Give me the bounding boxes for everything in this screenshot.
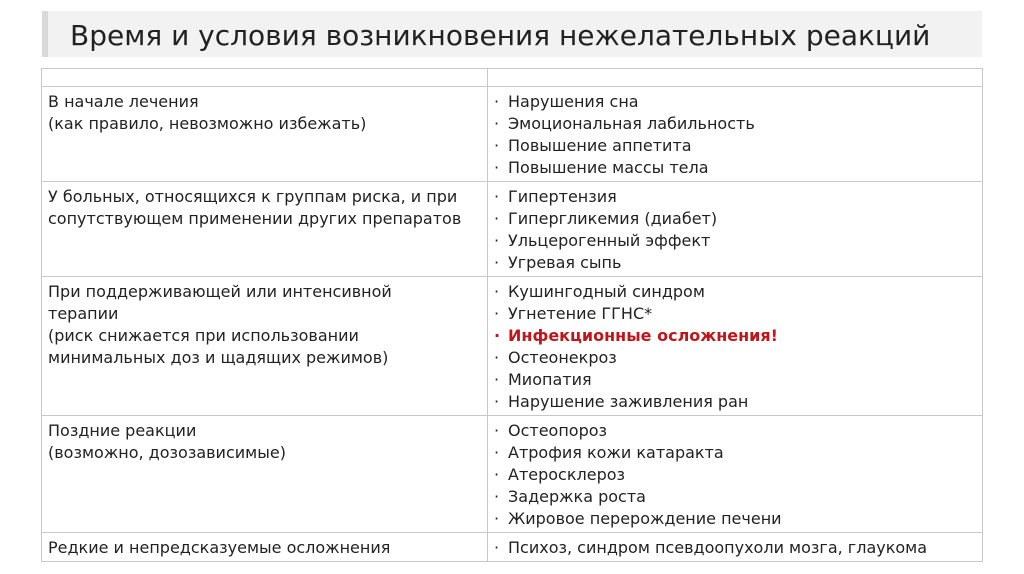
effects-list-item bbox=[494, 347, 976, 369]
effects-list bbox=[494, 91, 976, 179]
bullet-icon: · bbox=[494, 209, 500, 228]
effects-list bbox=[494, 281, 976, 413]
bullet-icon: · bbox=[494, 114, 500, 133]
reactions-table bbox=[41, 68, 983, 562]
table-row bbox=[42, 416, 983, 533]
effect-text: Кушингодный синдром bbox=[508, 282, 705, 301]
condition-cell bbox=[42, 533, 488, 562]
title-accent-bar bbox=[42, 11, 48, 57]
bullet-icon: · bbox=[494, 136, 500, 155]
bullet-icon: · bbox=[494, 158, 500, 177]
effect-text: Гипергликемия (диабет) bbox=[508, 209, 718, 228]
bullet-icon: · bbox=[494, 92, 500, 111]
bullet-icon: · bbox=[494, 348, 500, 367]
condition-text: (как правило, невозможно избежать) bbox=[48, 114, 367, 133]
effect-text: Угревая сыпь bbox=[508, 253, 622, 272]
condition-cell bbox=[42, 277, 488, 416]
effects-list-item bbox=[494, 91, 976, 113]
effects-list-item bbox=[494, 230, 976, 252]
condition-text: сопутствующем применении других препаратов bbox=[48, 209, 462, 228]
condition-text: В начале лечения bbox=[48, 92, 199, 111]
table-row bbox=[42, 182, 983, 277]
slide-title: Время и условия возникновения нежелательных реакций bbox=[70, 19, 931, 52]
condition-text: минимальных доз и щадящих режимов) bbox=[48, 348, 389, 367]
effect-text: Атеросклероз bbox=[508, 465, 626, 484]
bullet-icon: · bbox=[494, 187, 500, 206]
reactions-table-body bbox=[42, 69, 983, 562]
bullet-icon: · bbox=[494, 370, 500, 389]
effects-list-item bbox=[494, 252, 976, 274]
effects-list-item-highlighted bbox=[494, 325, 976, 347]
effect-text: Остеопороз bbox=[508, 421, 608, 440]
effect-text: Эмоциональная лабильность bbox=[508, 114, 755, 133]
effects-list-item bbox=[494, 391, 976, 413]
condition-cell bbox=[42, 182, 488, 277]
condition-text: Поздние реакции bbox=[48, 421, 197, 440]
effects-list-item bbox=[494, 537, 976, 559]
effects-list-item bbox=[494, 113, 976, 135]
table-row bbox=[42, 87, 983, 182]
bullet-icon: · bbox=[494, 421, 500, 440]
effects-list-item bbox=[494, 157, 976, 179]
effects-cell bbox=[488, 416, 983, 533]
effect-text: Атрофия кожи катаракта bbox=[508, 443, 724, 462]
table-row bbox=[42, 533, 983, 562]
effects-list-item bbox=[494, 508, 976, 530]
effects-list bbox=[494, 420, 976, 530]
table-row bbox=[42, 277, 983, 416]
effects-list bbox=[494, 537, 976, 559]
condition-text: терапии bbox=[48, 304, 119, 323]
bullet-icon: · bbox=[494, 392, 500, 411]
bullet-icon: · bbox=[494, 443, 500, 462]
bullet-icon: · bbox=[494, 465, 500, 484]
effects-list-item bbox=[494, 186, 976, 208]
effects-cell bbox=[488, 182, 983, 277]
bullet-icon: · bbox=[494, 326, 501, 345]
effect-text: Повышение массы тела bbox=[508, 158, 709, 177]
bullet-icon: · bbox=[494, 304, 500, 323]
effects-list-item bbox=[494, 208, 976, 230]
effect-text: Гипертензия bbox=[508, 187, 617, 206]
effects-list-item bbox=[494, 442, 976, 464]
bullet-icon: · bbox=[494, 231, 500, 250]
header-cell-conditions bbox=[42, 69, 488, 87]
bullet-icon: · bbox=[494, 282, 500, 301]
table-header-row bbox=[42, 69, 983, 87]
condition-cell bbox=[42, 416, 488, 533]
effect-text: Задержка роста bbox=[508, 487, 646, 506]
condition-text: При поддерживающей или интенсивной bbox=[48, 282, 392, 301]
effects-list-item bbox=[494, 135, 976, 157]
bullet-icon: · bbox=[494, 509, 500, 528]
effects-cell bbox=[488, 533, 983, 562]
effects-list bbox=[494, 186, 976, 274]
header-cell-effects bbox=[488, 69, 983, 87]
effect-text: Нарушение заживления ран bbox=[508, 392, 749, 411]
condition-text: (возможно, дозозависимые) bbox=[48, 443, 286, 462]
effect-text: Инфекционные осложнения! bbox=[508, 326, 778, 345]
effects-list-item bbox=[494, 486, 976, 508]
bullet-icon: · bbox=[494, 253, 500, 272]
effects-list-item bbox=[494, 281, 976, 303]
effect-text: Жировое перерождение печени bbox=[508, 509, 782, 528]
effect-text: Психоз, синдром псевдоопухоли мозга, глаукома bbox=[508, 538, 928, 557]
effect-text: Миопатия bbox=[508, 370, 592, 389]
condition-cell bbox=[42, 87, 488, 182]
condition-text: У больных, относящихся к группам риска, и при bbox=[48, 187, 458, 206]
condition-text: Редкие и непредсказуемые осложнения bbox=[48, 538, 391, 557]
bullet-icon: · bbox=[494, 538, 500, 557]
bullet-icon: · bbox=[494, 487, 500, 506]
effect-text: Нарушения сна bbox=[508, 92, 639, 111]
effects-list-item bbox=[494, 303, 976, 325]
effects-cell bbox=[488, 87, 983, 182]
effects-cell bbox=[488, 277, 983, 416]
condition-text: (риск снижается при использовании bbox=[48, 326, 359, 345]
effect-text: Ульцерогенный эффект bbox=[508, 231, 711, 250]
effect-text: Остеонекроз bbox=[508, 348, 617, 367]
effects-list-item bbox=[494, 464, 976, 486]
effects-list-item bbox=[494, 420, 976, 442]
effect-text: Угнетение ГГНС* bbox=[508, 304, 653, 323]
effect-text: Повышение аппетита bbox=[508, 136, 692, 155]
effects-list-item bbox=[494, 369, 976, 391]
